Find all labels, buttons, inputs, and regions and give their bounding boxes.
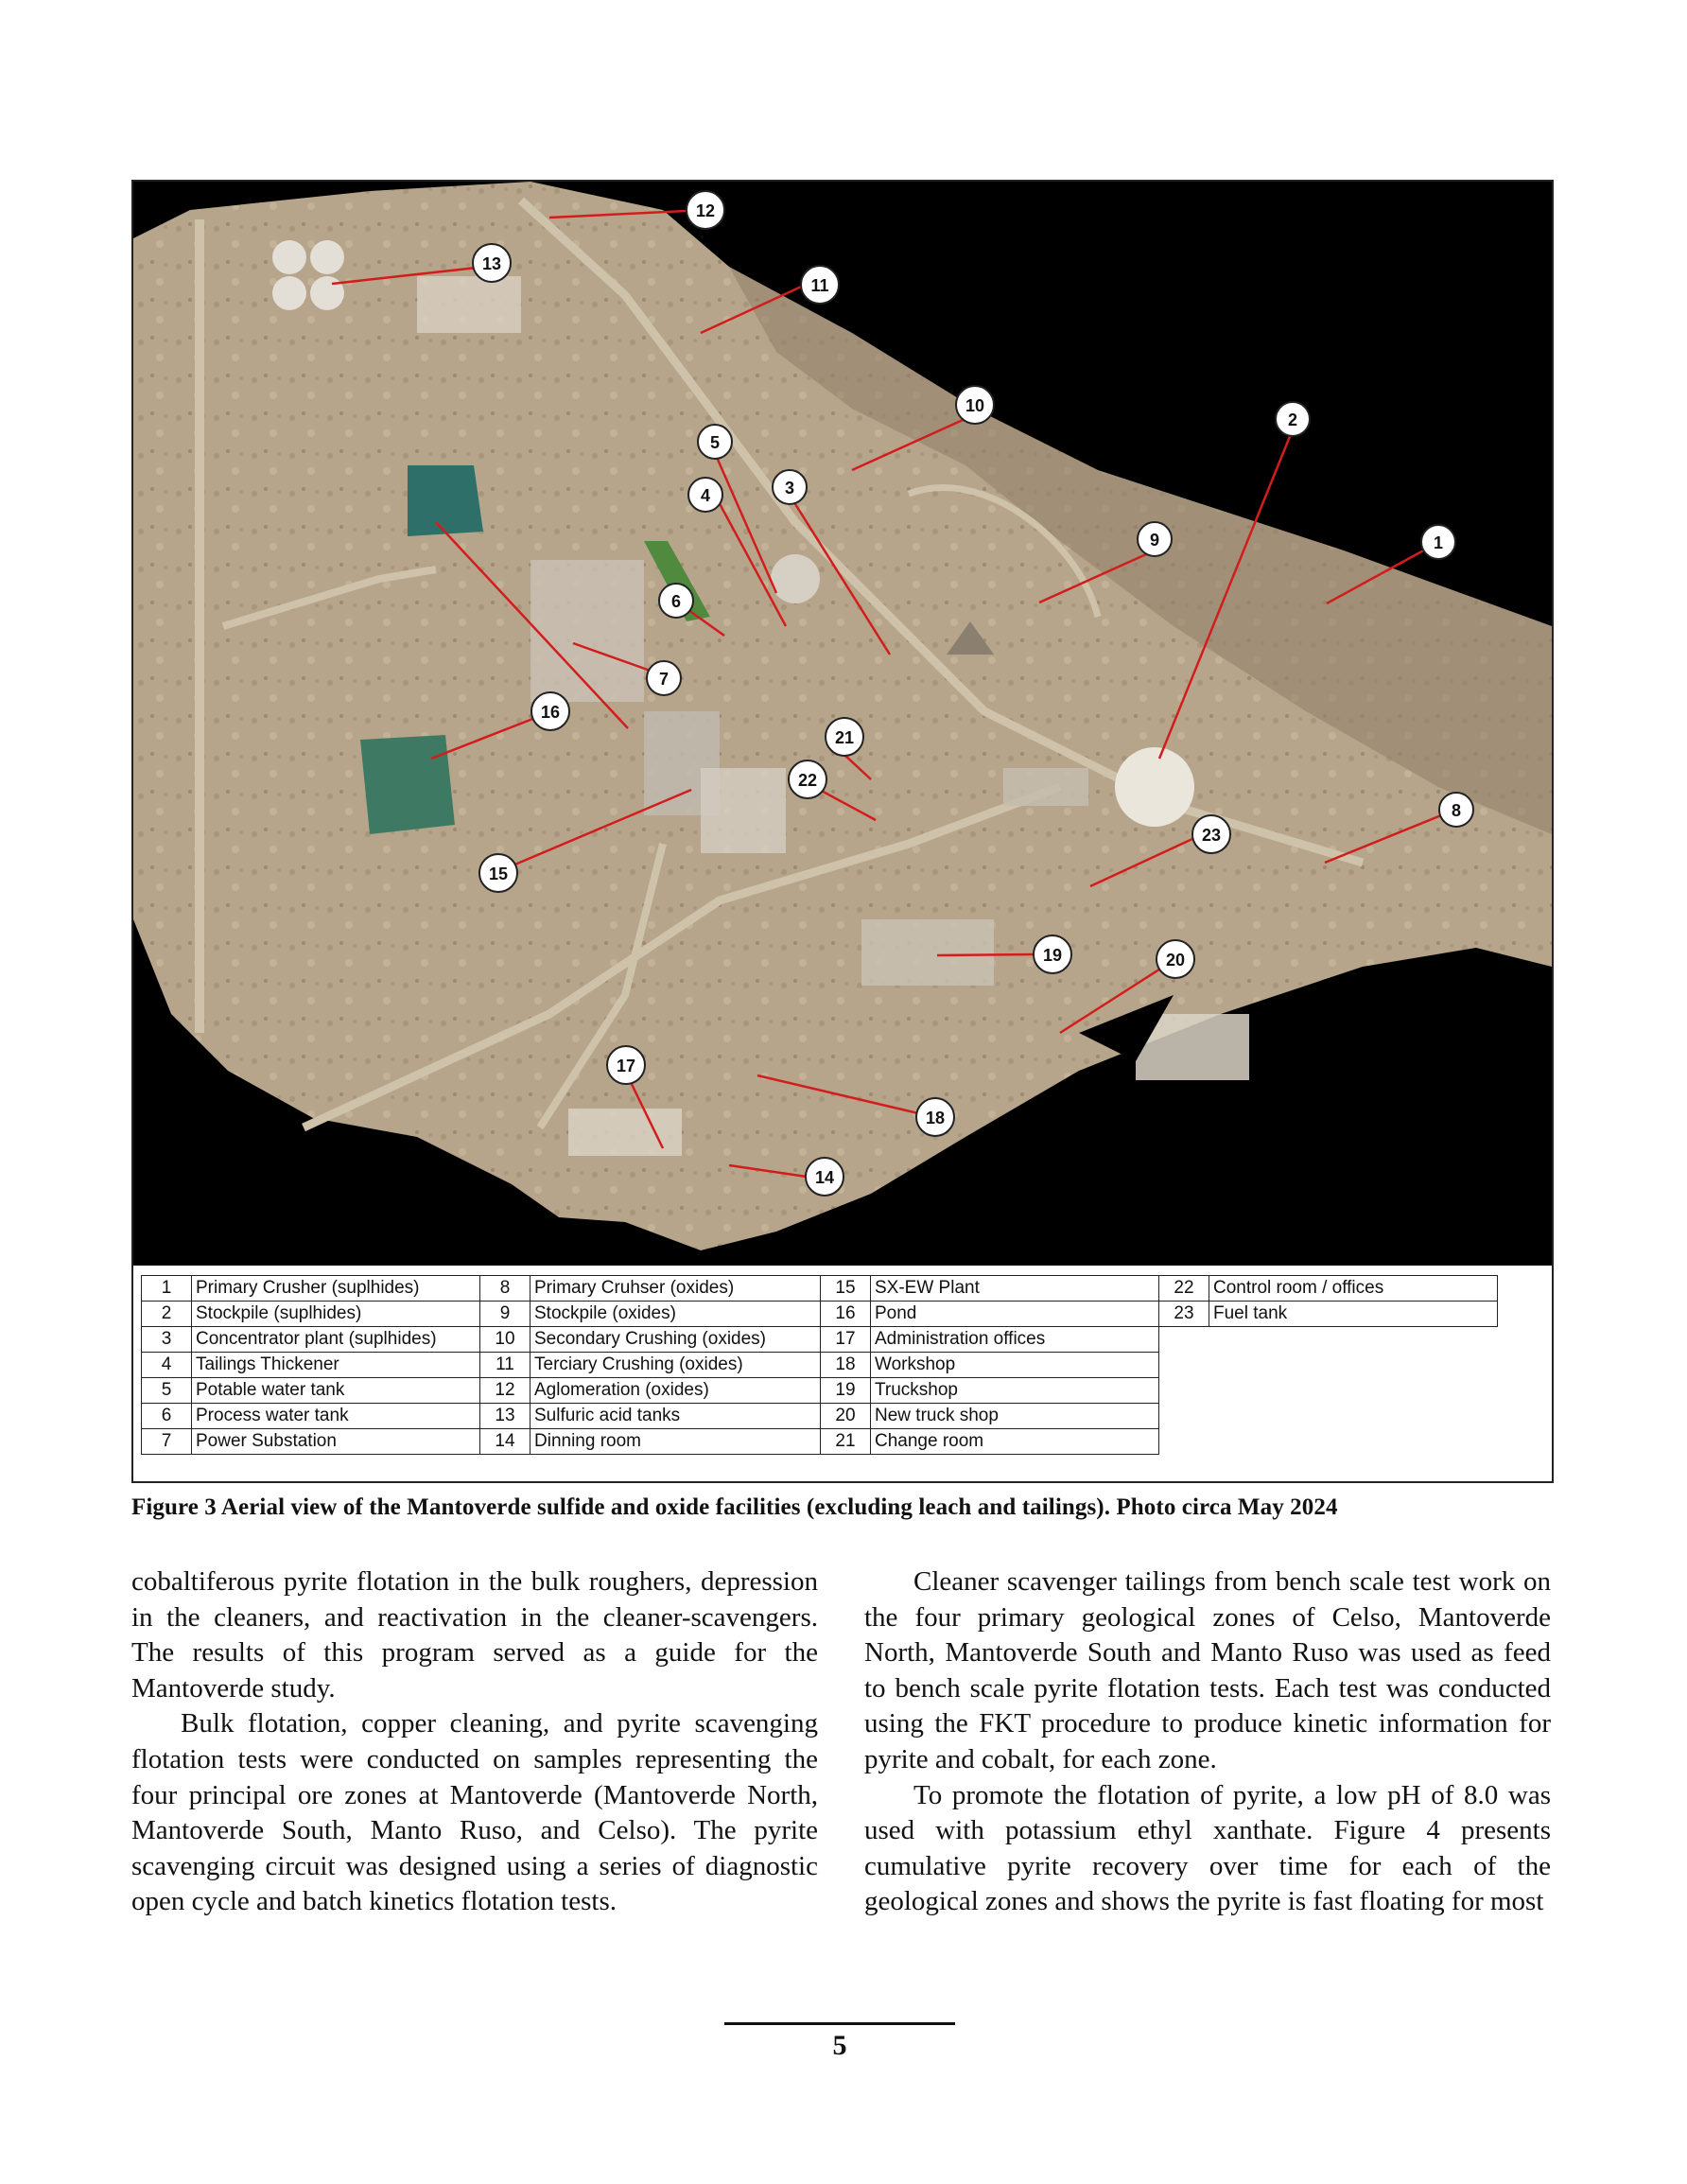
callout-7 [647,661,681,695]
aerial-photo-graphic [133,182,1552,1266]
legend-label: Stockpile (suplhides) [192,1302,480,1327]
callout-23 [1192,815,1230,853]
page-number-rule [724,2022,955,2025]
legend-label: Terciary Crushing (oxides) [530,1353,821,1378]
callout-13 [473,244,511,282]
legend-number: 5 [142,1378,192,1404]
legend-number: 9 [480,1302,530,1327]
svg-text:11: 11 [810,276,829,295]
legend-number: 2 [142,1302,192,1327]
legend-label: SX-EW Plant [871,1276,1159,1302]
svg-text:1: 1 [1433,533,1444,552]
callout-12 [687,191,724,229]
callout-5 [698,425,732,459]
legend-label: Control room / offices [1209,1276,1498,1302]
legend-number: 18 [821,1353,871,1378]
legend-number: 21 [821,1429,871,1455]
legend-label: Administration offices [871,1327,1159,1353]
legend-label: Aglomeration (oxides) [530,1378,821,1404]
legend-row [142,1378,1498,1404]
legend-number: 6 [142,1404,192,1429]
legend-row [142,1429,1498,1455]
svg-text:20: 20 [1165,951,1186,970]
legend-label: Fuel tank [1209,1302,1498,1327]
legend-number: 22 [1159,1276,1209,1302]
legend-number: 12 [480,1378,530,1404]
figure-legend [133,1266,1552,1481]
legend-label: Workshop [871,1353,1159,1378]
legend-number: 15 [821,1276,871,1302]
callout-20 [1157,940,1194,978]
svg-text:18: 18 [925,1109,946,1127]
callout-6 [659,584,693,618]
page-number: 5 [832,2030,847,2061]
legend-number: 16 [821,1302,871,1327]
callout-3 [773,470,807,504]
legend-row [142,1302,1498,1327]
legend-label: Truckshop [871,1378,1159,1404]
svg-text:17: 17 [616,1057,636,1075]
legend-label: New truck shop [871,1404,1159,1429]
legend-table [141,1275,1498,1455]
callout-2 [1276,402,1310,436]
svg-text:2: 2 [1287,411,1298,429]
callout-19 [1034,935,1071,973]
svg-text:19: 19 [1042,946,1063,965]
legend-number: 10 [480,1327,530,1353]
svg-text:9: 9 [1149,531,1160,550]
legend-label: Power Substation [192,1429,480,1455]
callout-14 [806,1158,844,1196]
legend-number: 14 [480,1429,530,1455]
legend-label: Sulfuric acid tanks [530,1404,821,1429]
callout-10 [956,386,994,424]
legend-number: 3 [142,1327,192,1353]
svg-text:22: 22 [797,771,818,790]
svg-text:6: 6 [670,592,682,611]
body-column-right [864,1564,1551,1920]
callout-21 [826,718,863,756]
svg-text:7: 7 [658,670,670,689]
svg-text:14: 14 [814,1168,835,1187]
legend-label: Potable water tank [192,1378,480,1404]
legend-label: Concentrator plant (suplhides) [192,1327,480,1353]
svg-text:16: 16 [540,703,561,722]
paragraph: cobaltiferous pyrite flotation in the bulk roughers, depression in the cleaners, and reactivation in the cleaner-scavengers. The results of this program served as a guide for the Mantoverde study. [131,1566,818,1704]
callout-18 [916,1098,954,1136]
legend-number: 20 [821,1404,871,1429]
legend-label: Tailings Thickener [192,1353,480,1378]
svg-text:13: 13 [481,254,502,273]
legend-row [142,1276,1498,1302]
legend-row [142,1404,1498,1429]
figure-3 [131,180,1554,1483]
svg-text:12: 12 [695,201,716,220]
svg-text:3: 3 [784,479,795,498]
legend-label: Pond [871,1302,1159,1327]
aerial-photo [133,182,1552,1266]
svg-text:10: 10 [965,396,985,415]
paragraph: To promote the flotation of pyrite, a low pH of 8.0 was used with potassium ethyl xanthate. Figure 4 presents cumulative pyrite recovery over time for each of the geological zones and shows the pyrite is fast floating for most [864,1779,1551,1917]
legend-number: 8 [480,1276,530,1302]
legend-label: Process water tank [192,1404,480,1429]
legend-label: Secondary Crushing (oxides) [530,1327,821,1353]
legend-number: 17 [821,1327,871,1353]
svg-text:5: 5 [709,433,721,452]
legend-row [142,1353,1498,1378]
callout-15 [479,854,517,892]
callout-11 [801,266,839,304]
legend-number: 13 [480,1404,530,1429]
callout-4 [688,478,722,512]
legend-number: 19 [821,1378,871,1404]
callout-16 [531,692,569,730]
legend-label: Primary Cruhser (oxides) [530,1276,821,1302]
legend-label: Change room [871,1429,1159,1455]
paragraph: Bulk flotation, copper cleaning, and pyrite scavenging flotation tests were conducted on samples representing the four principal ore zones at Mantoverde (Mantoverde North, Mantoverde South, Manto Ruso, and Celso). The pyrite scavenging circuit was designed using a series of diagnostic open cycle and batch kinetics flotation tests. [131,1708,818,1917]
legend-label: Primary Crusher (suplhides) [192,1276,480,1302]
callout-9 [1138,522,1172,556]
legend-row [142,1327,1498,1353]
body-column-left [131,1564,818,1920]
svg-text:4: 4 [700,486,711,505]
legend-number: 7 [142,1429,192,1455]
legend-label: Stockpile (oxides) [530,1302,821,1327]
figure-caption: Figure 3 Aerial view of the Mantoverde sulfide and oxide facilities (excluding leach and tailings). Photo circa May 2024 [131,1494,1338,1520]
callout-22 [789,760,826,798]
legend-number: 11 [480,1353,530,1378]
legend-number: 23 [1159,1302,1209,1327]
legend-number: 4 [142,1353,192,1378]
callout-1 [1421,525,1455,559]
svg-text:15: 15 [488,865,509,883]
svg-text:23: 23 [1201,826,1222,845]
callout-17 [607,1046,645,1084]
svg-text:8: 8 [1451,801,1462,820]
legend-label: Dinning room [530,1429,821,1455]
svg-text:21: 21 [834,728,855,747]
callout-8 [1439,793,1473,827]
paragraph: Cleaner scavenger tailings from bench scale test work on the four primary geological zones of Celso, Mantoverde North, Mantoverde South and Manto Ruso was used as feed to bench scale pyrite flotation tests. Each test was conducted using the FKT procedure to produce kinetic information for pyrite and cobalt, for each zone. [864,1566,1551,1774]
legend-number: 1 [142,1276,192,1302]
